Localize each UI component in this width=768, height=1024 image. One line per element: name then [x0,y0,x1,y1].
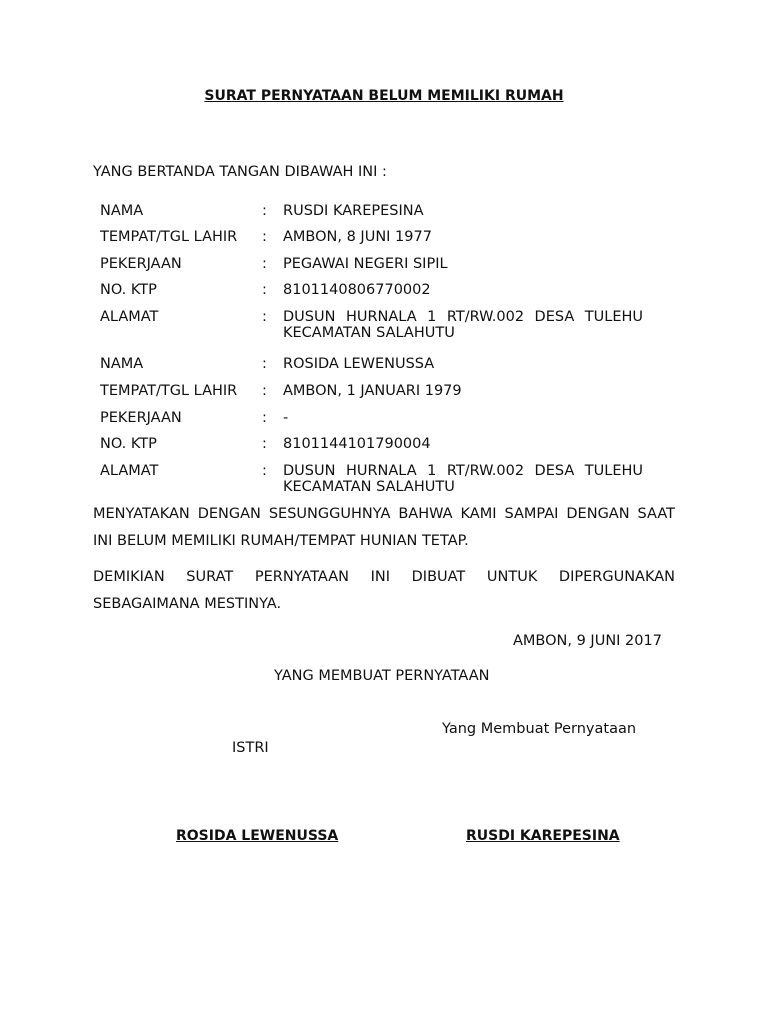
field-label: ALAMAT [100,309,159,325]
field-label: NO. KTP [100,282,157,298]
person-2-address-line2: KECAMATAN SALAHUTU [283,479,455,495]
field-label: NO. KTP [100,436,157,452]
field-value: AMBON, 1 JANUARI 1979 [283,383,462,399]
signature-name-left: ROSIDA LEWENUSSA [176,828,339,844]
field-colon: : [262,463,267,479]
person-1-ktp-row [0,282,768,302]
maker-heading: YANG MEMBUAT PERNYATAAN [274,668,490,684]
document-title: SURAT PERNYATAAN BELUM MEMILIKI RUMAH [204,88,564,104]
field-value: 8101140806770002 [283,282,431,298]
statement-paragraph [93,501,675,555]
wife-label: ISTRI [232,740,269,756]
field-label: ALAMAT [100,463,159,479]
field-label: PEKERJAAN [100,410,182,426]
field-value: - [283,410,289,426]
field-label: NAMA [100,203,144,219]
signature-name-right: RUSDI KAREPESINA [466,828,620,844]
person-2-ktp-row [0,436,768,456]
statement-line-2: INI BELUM MEMILIKI RUMAH/TEMPAT HUNIAN TETAP. [93,533,469,549]
statement-line-1: MENYATAKAN DENGAN SESUNGGUHNYA BAHWA KAMI SAMPAI DENGAN SAAT [93,506,675,522]
field-colon: : [262,282,267,298]
field-colon: : [262,309,267,325]
person-1-address-line2: KECAMATAN SALAHUTU [283,325,455,341]
person-1-name-row [0,203,768,223]
field-colon: : [262,203,267,219]
field-label: TEMPAT/TGL LAHIR [100,383,238,399]
closing-paragraph [93,564,675,618]
field-value: DUSUN HURNALA 1 RT/RW.002 DESA TULEHU [283,309,643,325]
person-2-job-row [0,410,768,430]
field-colon: : [262,436,267,452]
maker-label-right: Yang Membuat Pernyataan [442,721,637,737]
person-1-job-row [0,256,768,276]
field-colon: : [262,356,267,372]
field-value: RUSDI KAREPESINA [283,203,424,219]
field-value: PEGAWAI NEGERI SIPIL [283,256,448,272]
person-1-birth-row [0,229,768,249]
field-colon: : [262,383,267,399]
person-2-birth-row [0,383,768,403]
field-label: TEMPAT/TGL LAHIR [100,229,238,245]
field-colon: : [262,410,267,426]
place-date: AMBON, 9 JUNI 2017 [513,633,662,649]
field-colon: : [262,256,267,272]
field-value: 8101144101790004 [283,436,431,452]
field-colon: : [262,229,267,245]
intro-text: YANG BERTANDA TANGAN DIBAWAH INI : [93,164,387,180]
field-value: ROSIDA LEWENUSSA [283,356,435,372]
field-value: DUSUN HURNALA 1 RT/RW.002 DESA TULEHU [283,463,643,479]
closing-line-2: SEBAGAIMANA MESTINYA. [93,596,282,612]
field-label: PEKERJAAN [100,256,182,272]
closing-line-1: DEMIKIAN SURAT PERNYATAAN INI DIBUAT UNTUK DIPERGUNAKAN [93,569,675,585]
field-label: NAMA [100,356,144,372]
person-2-name-row [0,356,768,376]
field-value: AMBON, 8 JUNI 1977 [283,229,432,245]
